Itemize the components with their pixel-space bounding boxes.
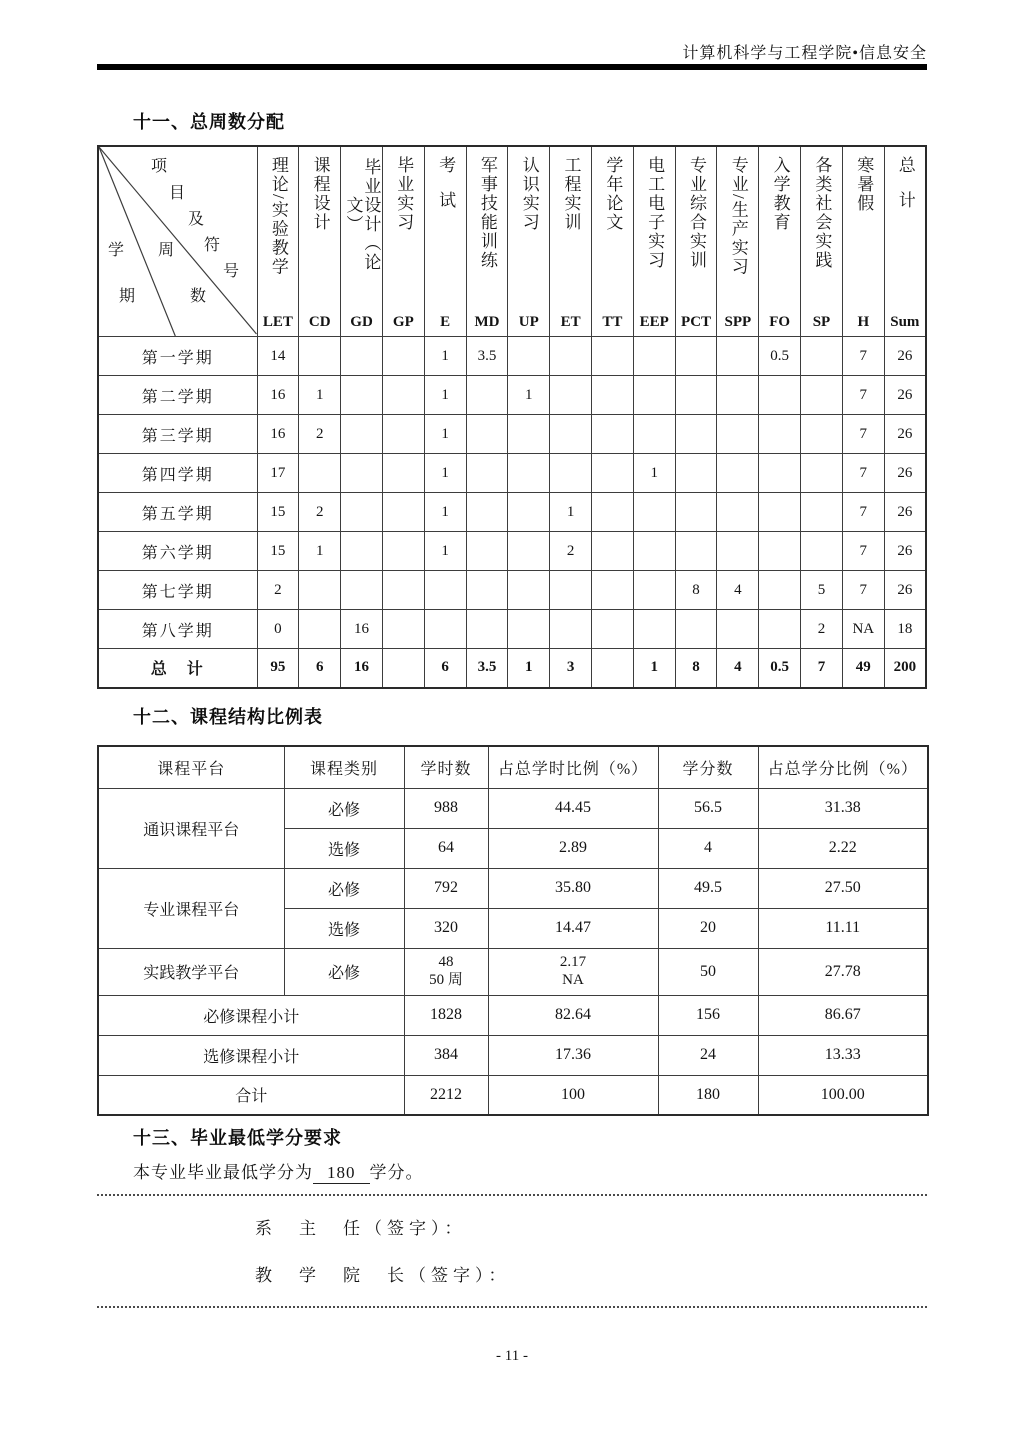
week-value-cell: 8: [675, 571, 717, 610]
column-header-e: [424, 146, 466, 337]
week-value-cell: [633, 376, 675, 415]
hours-cell: 1828: [404, 995, 488, 1035]
week-value-cell: [382, 571, 424, 610]
week-value-cell: 7: [842, 376, 884, 415]
week-value-cell: [550, 610, 592, 649]
week-value-cell: 15: [257, 493, 299, 532]
column-abbr: FO: [769, 314, 791, 330]
column-title: 各类社会实践: [812, 156, 832, 270]
week-value-cell: [592, 532, 634, 571]
week-value-cell: 0: [257, 610, 299, 649]
header-credits: 学分数: [658, 746, 758, 788]
column-header-et: [550, 146, 592, 337]
week-value-cell: 7: [842, 415, 884, 454]
column-abbr: GP: [392, 314, 414, 330]
corner-char: 号: [223, 263, 240, 280]
week-value-cell: [633, 532, 675, 571]
week-value-cell: [592, 649, 634, 688]
week-value-cell: [759, 610, 801, 649]
column-title: 电工电子实习: [645, 156, 665, 270]
credits-cell: 24: [658, 1035, 758, 1075]
week-value-cell: 16: [257, 415, 299, 454]
week-value-cell: [466, 454, 508, 493]
week-value-cell: [508, 454, 550, 493]
week-value-cell: [633, 493, 675, 532]
week-value-cell: 16: [341, 649, 383, 688]
week-value-cell: [341, 337, 383, 376]
column-abbr: TT: [602, 314, 623, 330]
column-header-gp: [382, 146, 424, 337]
course-type-cell: 选修: [284, 908, 404, 948]
section12-title: 十二、课程结构比例表: [133, 707, 323, 727]
week-value-cell: [633, 610, 675, 649]
hours-pct-cell: 82.64: [488, 995, 658, 1035]
hours-pct-line1: 2.17: [559, 954, 587, 971]
table-row: [98, 649, 926, 688]
credits-pct-cell: 31.38: [758, 788, 928, 828]
week-value-cell: 1: [508, 376, 550, 415]
week-value-cell: [592, 493, 634, 532]
column-abbr: UP: [518, 314, 539, 330]
total-weeks-table-body: [98, 337, 926, 688]
semester-label: 第四学期: [98, 454, 257, 493]
week-value-cell: [759, 376, 801, 415]
column-title: 寒暑假: [854, 156, 874, 213]
week-value-cell: [508, 493, 550, 532]
week-value-cell: 3.5: [466, 337, 508, 376]
week-value-cell: 1: [424, 376, 466, 415]
week-value-cell: [466, 610, 508, 649]
week-value-cell: [675, 610, 717, 649]
statement-prefix: 本专业毕业最低学分为: [133, 1163, 313, 1182]
week-value-cell: 26: [884, 571, 926, 610]
week-value-cell: 18: [884, 610, 926, 649]
week-value-cell: [341, 415, 383, 454]
summary-label-cell: 必修课程小计: [98, 995, 404, 1035]
week-value-cell: [382, 454, 424, 493]
week-value-cell: 16: [257, 376, 299, 415]
week-value-cell: [508, 337, 550, 376]
week-value-cell: [592, 376, 634, 415]
week-value-cell: 5: [801, 571, 843, 610]
week-value-cell: 14: [257, 337, 299, 376]
signature-line-department-head: 系 主 任（签字）：: [255, 1219, 467, 1238]
week-value-cell: 8: [675, 649, 717, 688]
credits-cell: 180: [658, 1075, 758, 1115]
week-value-cell: 7: [801, 649, 843, 688]
week-value-cell: 1: [424, 532, 466, 571]
hours-pct-cell: 44.45: [488, 788, 658, 828]
column-title: 学年论文: [603, 156, 623, 232]
course-structure-table: [97, 745, 929, 1116]
column-abbr: ET: [560, 314, 581, 330]
week-value-cell: 26: [884, 337, 926, 376]
page-header-text: 计算机科学与工程学院•信息安全: [682, 45, 927, 62]
header-credits-pct: 占总学分比例（%）: [758, 746, 928, 788]
column-title: 毕业设计（论文）: [343, 158, 381, 272]
hours-pct-cell: 17.36: [488, 1035, 658, 1075]
table-row: [98, 995, 928, 1035]
credits-cell: 20: [658, 908, 758, 948]
week-value-cell: [508, 532, 550, 571]
hours-pct-cell: 100: [488, 1075, 658, 1115]
semester-label: 第六学期: [98, 532, 257, 571]
column-abbr: SP: [812, 314, 831, 330]
week-value-cell: 26: [884, 493, 926, 532]
corner-char: 项: [151, 158, 168, 175]
total-weeks-header-row: [98, 146, 926, 337]
table-row: [98, 571, 926, 610]
corner-char: 目: [169, 185, 186, 202]
week-value-cell: 7: [842, 571, 884, 610]
credits-cell: 156: [658, 995, 758, 1035]
header-platform: 课程平台: [98, 746, 284, 788]
week-value-cell: 7: [842, 532, 884, 571]
summary-label-cell: 选修课程小计: [98, 1035, 404, 1075]
hours-line1: 48: [438, 954, 454, 971]
hours-pct-cell: [488, 948, 658, 995]
week-value-cell: 17: [257, 454, 299, 493]
week-value-cell: [424, 610, 466, 649]
week-value-cell: 1: [508, 649, 550, 688]
week-value-cell: 15: [257, 532, 299, 571]
hours-pct-cell: 35.80: [488, 868, 658, 908]
week-value-cell: [299, 571, 341, 610]
week-value-cell: [550, 337, 592, 376]
week-value-cell: [801, 337, 843, 376]
week-value-cell: [466, 532, 508, 571]
week-value-cell: [550, 376, 592, 415]
credits-cell: 4: [658, 828, 758, 868]
table-row: [98, 337, 926, 376]
week-value-cell: [675, 532, 717, 571]
week-value-cell: [675, 337, 717, 376]
week-value-cell: 0.5: [759, 649, 801, 688]
week-value-cell: [801, 532, 843, 571]
column-abbr: E: [440, 314, 451, 330]
week-value-cell: [801, 493, 843, 532]
week-value-cell: [299, 454, 341, 493]
credits-pct-cell: 11.11: [758, 908, 928, 948]
column-title: 军事技能训练: [477, 156, 497, 270]
week-value-cell: [299, 337, 341, 376]
credits-pct-cell: 100.00: [758, 1075, 928, 1115]
credits-pct-cell: 13.33: [758, 1035, 928, 1075]
column-title: 考试: [436, 156, 456, 226]
credits-cell: 56.5: [658, 788, 758, 828]
week-value-cell: [299, 610, 341, 649]
week-value-cell: [633, 571, 675, 610]
week-value-cell: [382, 532, 424, 571]
week-value-cell: 4: [717, 571, 759, 610]
week-value-cell: 4: [717, 649, 759, 688]
week-value-cell: [592, 454, 634, 493]
week-value-cell: [341, 571, 383, 610]
column-title: 入学教育: [770, 156, 790, 232]
column-header-spp: [717, 146, 759, 337]
corner-char: 及: [188, 211, 205, 228]
column-abbr: GD: [350, 314, 373, 330]
week-value-cell: [801, 376, 843, 415]
week-value-cell: 2: [299, 493, 341, 532]
corner-char: 符: [204, 237, 221, 254]
hours-cell: 384: [404, 1035, 488, 1075]
hours-pct-line2: NA: [562, 971, 584, 988]
week-value-cell: NA: [842, 610, 884, 649]
column-abbr: MD: [474, 314, 500, 330]
column-header-sum: [884, 146, 926, 337]
week-value-cell: [801, 415, 843, 454]
hours-pct-cell: 14.47: [488, 908, 658, 948]
dotted-divider: [97, 1194, 927, 1196]
week-value-cell: 1: [299, 532, 341, 571]
course-type-cell: 必修: [284, 948, 404, 995]
course-type-cell: 必修: [284, 788, 404, 828]
week-value-cell: [382, 610, 424, 649]
table-row: [98, 493, 926, 532]
semester-label: 第二学期: [98, 376, 257, 415]
section13-title: 十三、毕业最低学分要求: [133, 1128, 342, 1148]
week-value-cell: [592, 337, 634, 376]
week-value-cell: [717, 454, 759, 493]
header-course-type: 课程类别: [284, 746, 404, 788]
header-hours-pct: 占总学时比例（%）: [488, 746, 658, 788]
hours-cell: 2212: [404, 1075, 488, 1115]
credits-cell: 49.5: [658, 868, 758, 908]
column-header-fo: [759, 146, 801, 337]
week-value-cell: [550, 571, 592, 610]
corner-char: 期: [119, 288, 136, 305]
week-value-cell: 7: [842, 493, 884, 532]
column-title: 总计: [895, 156, 915, 226]
week-value-cell: 7: [842, 337, 884, 376]
week-value-cell: 26: [884, 454, 926, 493]
week-value-cell: 1: [299, 376, 341, 415]
column-abbr: PCT: [681, 314, 712, 330]
week-value-cell: 6: [299, 649, 341, 688]
course-type-cell: 必修: [284, 868, 404, 908]
total-weeks-table: [97, 145, 927, 689]
column-abbr: H: [857, 314, 870, 330]
table-row: [98, 1035, 928, 1075]
week-value-cell: [675, 493, 717, 532]
week-value-cell: 1: [424, 454, 466, 493]
credits-pct-cell: 27.78: [758, 948, 928, 995]
week-value-cell: [466, 376, 508, 415]
week-value-cell: [759, 454, 801, 493]
week-value-cell: [382, 493, 424, 532]
signature-line-dean: 教 学 院 长（签字）：: [255, 1266, 511, 1285]
credits-pct-cell: 2.22: [758, 828, 928, 868]
column-abbr: SPP: [724, 314, 752, 330]
week-value-cell: [508, 610, 550, 649]
semester-label: 总 计: [98, 649, 257, 688]
week-value-cell: 95: [257, 649, 299, 688]
week-value-cell: [341, 493, 383, 532]
table-row: [98, 376, 926, 415]
week-value-cell: [801, 454, 843, 493]
week-value-cell: 0.5: [759, 337, 801, 376]
hours-cell: 320: [404, 908, 488, 948]
summary-label-cell: 合计: [98, 1075, 404, 1115]
week-value-cell: [717, 337, 759, 376]
week-value-cell: [717, 493, 759, 532]
credits-cell: 50: [658, 948, 758, 995]
semester-label: 第七学期: [98, 571, 257, 610]
column-title: 专业/生产实习: [728, 156, 748, 277]
week-value-cell: [508, 415, 550, 454]
week-value-cell: [759, 493, 801, 532]
week-value-cell: [675, 415, 717, 454]
week-value-cell: [675, 454, 717, 493]
week-value-cell: 2: [550, 532, 592, 571]
hours-line2: 50 周: [429, 971, 463, 988]
week-value-cell: [759, 532, 801, 571]
semester-label: 第一学期: [98, 337, 257, 376]
semester-label: 第三学期: [98, 415, 257, 454]
hours-cell: 792: [404, 868, 488, 908]
corner-char: 学: [108, 242, 125, 259]
column-header-sp: [801, 146, 843, 337]
week-value-cell: [341, 454, 383, 493]
week-value-cell: 26: [884, 415, 926, 454]
week-value-cell: [592, 610, 634, 649]
page-number: - 11 -: [496, 1348, 528, 1364]
table-row: [98, 610, 926, 649]
diagonal-corner-cell: [98, 146, 257, 337]
platform-cell: 通识课程平台: [98, 788, 284, 868]
column-title: 毕业实习: [394, 156, 414, 232]
table-row: [98, 948, 928, 995]
week-value-cell: [592, 571, 634, 610]
week-value-cell: 1: [633, 454, 675, 493]
column-header-h: [842, 146, 884, 337]
week-value-cell: [675, 376, 717, 415]
table-row: [98, 415, 926, 454]
credits-pct-cell: 27.50: [758, 868, 928, 908]
week-value-cell: 3.5: [466, 649, 508, 688]
week-value-cell: 26: [884, 532, 926, 571]
week-value-cell: [592, 415, 634, 454]
column-header-eep: [633, 146, 675, 337]
column-header-md: [466, 146, 508, 337]
week-value-cell: [633, 415, 675, 454]
semester-label: 第八学期: [98, 610, 257, 649]
column-abbr: EEP: [639, 314, 669, 330]
week-value-cell: 16: [341, 610, 383, 649]
week-value-cell: [341, 532, 383, 571]
column-header-let: [257, 146, 299, 337]
platform-cell: 实践教学平台: [98, 948, 284, 995]
hours-cell: 64: [404, 828, 488, 868]
week-value-cell: [382, 376, 424, 415]
column-title: 课程设计: [310, 156, 330, 232]
table-row: [98, 532, 926, 571]
platform-cell: 专业课程平台: [98, 868, 284, 948]
table-row: [98, 454, 926, 493]
week-value-cell: [550, 415, 592, 454]
week-value-cell: 200: [884, 649, 926, 688]
week-value-cell: 2: [801, 610, 843, 649]
week-value-cell: [466, 415, 508, 454]
semester-label: 第五学期: [98, 493, 257, 532]
week-value-cell: [382, 415, 424, 454]
column-abbr: Sum: [890, 314, 920, 330]
column-title: 认识实习: [519, 156, 539, 232]
header-hours: 学时数: [404, 746, 488, 788]
hours-cell: [404, 948, 488, 995]
statement-suffix: 学分。: [369, 1163, 424, 1182]
week-value-cell: [382, 649, 424, 688]
hours-cell: 988: [404, 788, 488, 828]
column-header-gd: [341, 146, 383, 337]
column-header-tt: [592, 146, 634, 337]
week-value-cell: 1: [550, 493, 592, 532]
week-value-cell: [633, 337, 675, 376]
week-value-cell: [550, 454, 592, 493]
column-abbr: LET: [262, 314, 293, 330]
week-value-cell: [466, 493, 508, 532]
dotted-divider: [97, 1306, 927, 1308]
column-title: 专业综合实训: [686, 156, 706, 270]
week-value-cell: 6: [424, 649, 466, 688]
week-value-cell: [341, 376, 383, 415]
week-value-cell: [717, 376, 759, 415]
week-value-cell: [382, 337, 424, 376]
week-value-cell: [759, 415, 801, 454]
week-value-cell: [717, 610, 759, 649]
week-value-cell: 1: [424, 415, 466, 454]
table-row: [98, 868, 928, 908]
week-value-cell: 1: [424, 493, 466, 532]
column-header-up: [508, 146, 550, 337]
column-header-pct: [675, 146, 717, 337]
corner-char: 周: [158, 242, 175, 259]
week-value-cell: 3: [550, 649, 592, 688]
column-abbr: CD: [308, 314, 331, 330]
column-title: 工程实训: [561, 156, 581, 232]
credits-pct-cell: 86.67: [758, 995, 928, 1035]
week-value-cell: 49: [842, 649, 884, 688]
week-value-cell: 26: [884, 376, 926, 415]
min-credits-statement: [133, 1158, 424, 1184]
column-title: 理论/实验教学: [268, 156, 288, 277]
min-credits-value: 180: [313, 1163, 370, 1184]
corner-char: 数: [190, 288, 207, 305]
course-structure-header-row: [98, 746, 928, 788]
column-header-cd: [299, 146, 341, 337]
week-value-cell: [424, 571, 466, 610]
week-value-cell: 2: [257, 571, 299, 610]
hours-pct-cell: 2.89: [488, 828, 658, 868]
week-value-cell: [466, 571, 508, 610]
week-value-cell: [717, 415, 759, 454]
week-value-cell: 1: [633, 649, 675, 688]
week-value-cell: [759, 571, 801, 610]
course-type-cell: 选修: [284, 828, 404, 868]
week-value-cell: 2: [299, 415, 341, 454]
table-row: [98, 788, 928, 828]
table-row: [98, 1075, 928, 1115]
header-rule: [97, 64, 927, 70]
week-value-cell: 1: [424, 337, 466, 376]
week-value-cell: 7: [842, 454, 884, 493]
week-value-cell: [508, 571, 550, 610]
section11-title: 十一、总周数分配: [133, 112, 285, 132]
week-value-cell: [717, 532, 759, 571]
